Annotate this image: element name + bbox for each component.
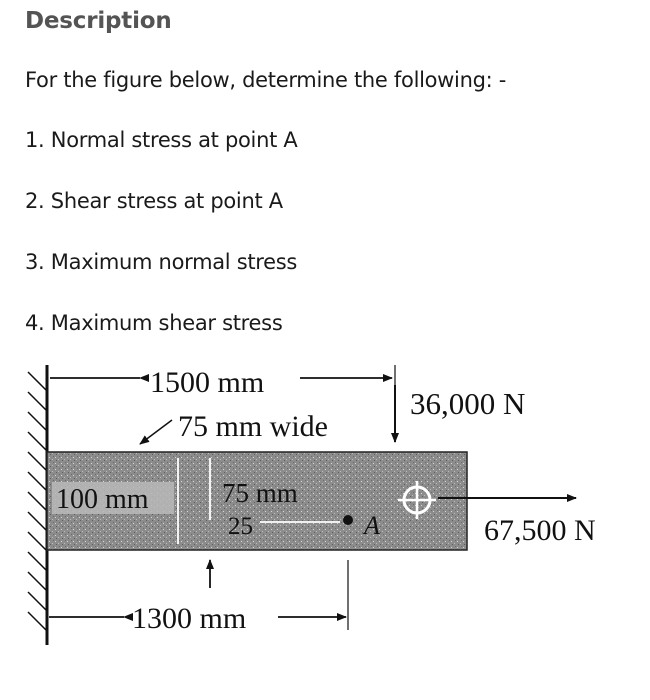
beam-figure (0, 350, 650, 695)
wall-support (28, 365, 47, 645)
point-a-marker (343, 515, 353, 525)
point-height-label: 75 mm (222, 478, 298, 508)
question-1: 1. Normal stress at point A (25, 128, 298, 152)
depth-label: 100 mm (56, 484, 149, 515)
vertical-load-label: 36,000 N (410, 386, 526, 421)
question-3: 3. Maximum normal stress (25, 250, 298, 274)
axial-load-label: 67,500 N (484, 514, 596, 547)
intro-text: For the figure below, determine the following: - (25, 68, 507, 92)
offset-label: 25 (228, 513, 253, 540)
description-heading: Description (25, 8, 172, 34)
width-pointer (140, 420, 172, 444)
length-label: 1500 mm (150, 366, 265, 399)
question-2: 2. Shear stress at point A (25, 189, 283, 213)
point-distance-label: 1300 mm (132, 602, 247, 635)
point-a-label: A (364, 511, 380, 540)
question-4: 4. Maximum shear stress (25, 311, 283, 335)
width-label: 75 mm wide (178, 410, 328, 443)
